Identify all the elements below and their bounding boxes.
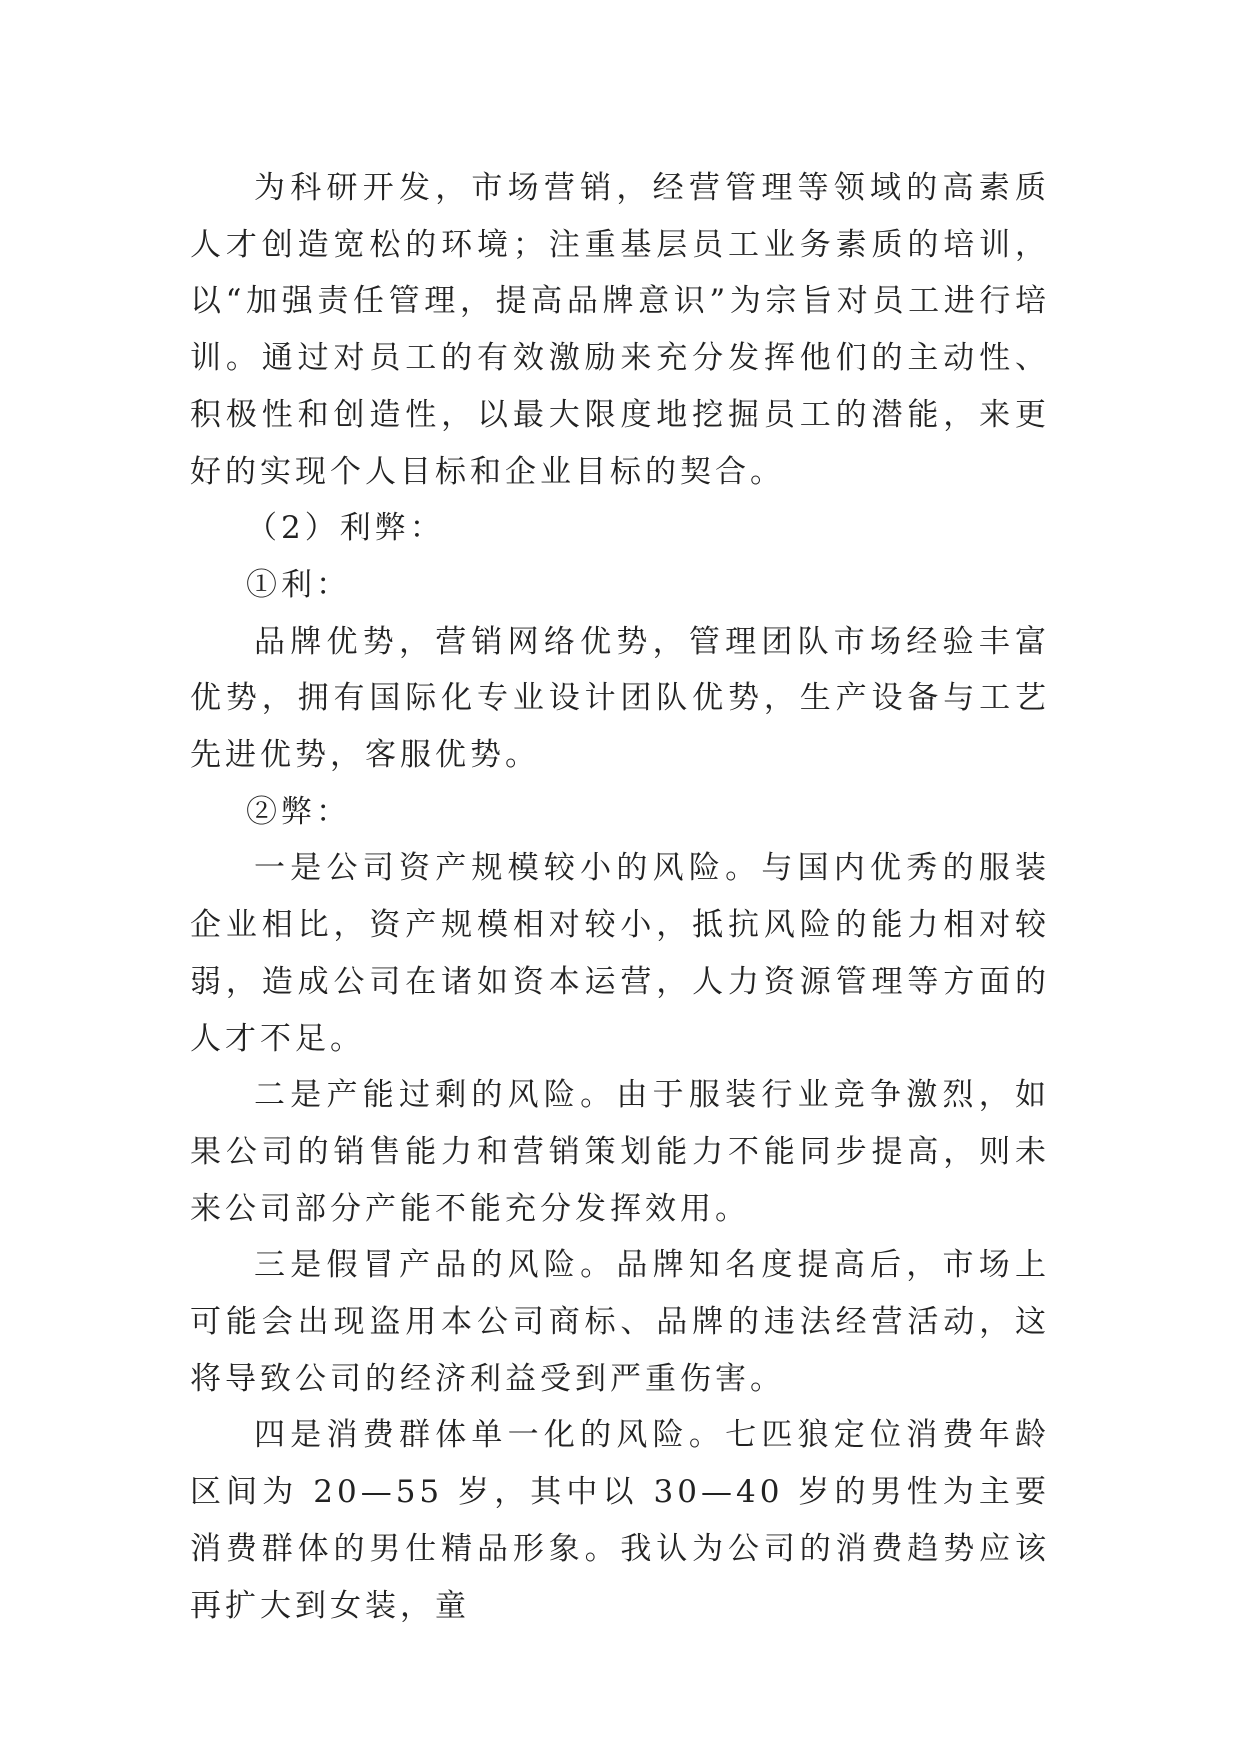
heading-cons: ②弊： xyxy=(246,793,351,830)
document-body xyxy=(190,160,1050,1634)
paragraph-advantages: 品牌优势，营销网络优势，管理团队市场经验丰富优势，拥有国际化专业设计团队优势，生产设备与工艺先进优势，客服优势。 xyxy=(190,623,1050,774)
heading-pros: ①利： xyxy=(246,566,351,603)
paragraph-risk-counterfeit: 三是假冒产品的风险。品牌知名度提高后，市场上可能会出现盗用本公司商标、品牌的违法经营活动，这将导致公司的经济利益受到严重伤害。 xyxy=(190,1247,1050,1397)
paragraph-risk-single-consumer-group: 四是消费群体单一化的风险。七匹狼定位消费年龄区间为 20—55 岁，其中以 30—40 岁的男性为主要消费群体的男仕精品形象。我认为公司的消费趋势应该再扩大到女装，童 xyxy=(190,1417,1050,1624)
paragraph-talent-environment: 为科研开发，市场营销，经营管理等领域的高素质人才创造宽松的环境；注重基层员工业务素质的培训，以“加强责任管理，提高品牌意识”为宗旨对员工进行培训。通过对员工的有效激励来充分发挥他们的主动性、积极性和创造性，以最大限度地挖掘员工的潜能，来更好的实现个人目标和企业目标的契合。 xyxy=(190,170,1050,490)
paragraph-risk-overcapacity: 二是产能过剩的风险。由于服装行业竞争激烈，如果公司的销售能力和营销策划能力不能同步提高，则未来公司部分产能不能充分发挥效用。 xyxy=(190,1077,1050,1227)
paragraph-risk-asset-scale: 一是公司资产规模较小的风险。与国内优秀的服装企业相比，资产规模相对较小，抵抗风险的能力相对较弱，造成公司在诸如资本运营，人力资源管理等方面的人才不足。 xyxy=(190,850,1050,1057)
heading-pros-cons: （2）利弊： xyxy=(246,510,445,547)
